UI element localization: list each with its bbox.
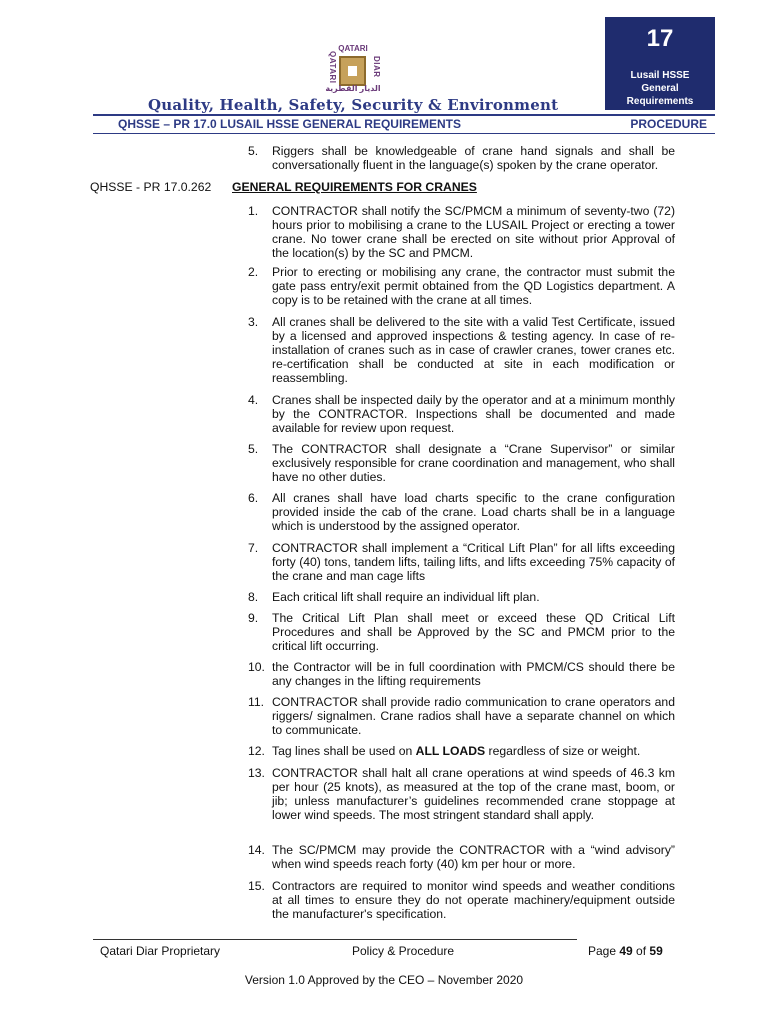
logo-right-text: DIAR [372,56,381,78]
list-item-number: 14. [248,843,265,857]
footer-proprietary: Qatari Diar Proprietary [100,944,221,958]
list-item-number: 12. [248,744,265,758]
list-item-number: 6. [248,491,259,505]
list-item-text: CONTRACTOR shall halt all crane operations at wind speeds of 46.3 km per hour (25 knots), as measured at the top of the crane mast, boom, or jib; unless manufacturer’s guidelines recommended crane stoppage at lower wind speeds. The most stringent standard shall apply. [272,766,675,822]
list-item-number: 13. [248,766,265,780]
section-title: GENERAL REQUIREMENTS FOR CRANES [232,180,477,194]
list-item [248,695,675,738]
list-item-number: 1. [248,204,259,218]
page-label: Page [588,944,620,958]
list-item-text: Prior to erecting or mobilising any crane, the contractor must submit the gate pass entry/exit permit obtained from the QD Logistics department. A copy is to be retained with the crane at all times. [272,265,675,307]
list-item-number: 9. [248,611,259,625]
header-divider [93,114,715,116]
list-item-text: Each critical lift shall require an individual lift plan. [272,590,540,604]
list-item [248,204,675,261]
list-item-text: Contractors are required to monitor wind speeds and weather conditions at all times to ensure they do not operate machinery/equipment outside the manufacturer's specification. [272,879,675,921]
document-band-title: Quality, Health, Safety, Security & Environment [148,96,559,114]
list-item [248,491,675,534]
list-item [248,393,675,436]
logo-arabic-text: الديار القطرية [325,84,381,93]
list-item-text: All cranes shall be delivered to the site with a valid Test Certificate, issued by a licensed and approved inspections & testing agency. In case of re-installation of cranes such as in case of crawler cranes, tower cranes etc. re-certification shall be conducted at site in each modification or reassembling. [272,315,675,385]
logo-left-text: QATARI [328,50,337,84]
list-item-number: 5. [248,442,259,456]
page-current: 49 [619,944,633,958]
list-item-text: The CONTRACTOR shall designate a “Crane Supervisor” or similar exclusively responsible for crane coordination and management, who shall have no other duties. [272,442,675,484]
list-item-text: CONTRACTOR shall implement a “Critical Lift Plan” for all lifts exceeding forty (40) tons, tandem lifts, tailing lifts, and lifts exceeding 75% capacity of the crane and man cage lifts [272,541,675,583]
section-tag-line-1: Lusail HSSE [630,70,690,81]
list-item-number: 2. [248,265,259,279]
list-item-number: 5. [248,144,259,158]
footer-divider [93,939,577,940]
list-item-number: 8. [248,590,259,604]
list-item [248,541,675,584]
list-item [248,315,675,386]
section-tag-line-2: General [641,83,679,94]
list-item [248,442,675,485]
list-item-number: 15. [248,879,265,893]
list-item-number: 3. [248,315,259,329]
document-type: PROCEDURE [630,117,707,131]
page-number [588,944,663,958]
list-item [248,843,675,872]
list-item-text: Cranes shall be inspected daily by the operator and at a minimum monthly by the CONTRACTOR. Inspections shall be documented and made available for review upon request. [272,393,675,435]
page-total: 59 [649,944,663,958]
list-item-text: The Critical Lift Plan shall meet or exceed these QD Critical Lift Procedures and shall be Approved by the SC and PMCM prior to the critical lift occurring. [272,611,675,653]
list-item-number: 11. [248,695,265,709]
list-item [248,144,675,173]
section-tag [605,17,715,110]
list-item-text: the Contractor will be in full coordination with PMCM/CS should there be any changes in the lifting requirements [272,660,675,688]
list-item-number: 10. [248,660,265,674]
list-item-text: regardless of size or weight. [485,744,641,758]
list-item-number: 4. [248,393,259,407]
list-item [248,744,675,759]
footer-category: Policy & Procedure [352,944,455,958]
list-item-emphasis: ALL LOADS [415,744,486,758]
logo-emblem [339,56,366,86]
list-item-number: 7. [248,541,259,555]
list-item-text: The SC/PMCM may provide the CONTRACTOR with a “wind advisory” when wind speeds reach forty (40) km per hour or more. [272,843,675,871]
logo-top-text: QATARI [338,44,368,53]
list-item [248,265,675,308]
list-item-text: All cranes shall have load charts specific to the crane configuration provided inside the cab of the crane. Load charts shall be in a language which is understood by the assigned operator. [272,491,675,533]
document-id: QHSSE – PR 17.0 LUSAIL HSSE GENERAL REQUIREMENTS [118,117,461,131]
list-item [248,611,675,654]
list-item-text: Riggers shall be knowledgeable of crane hand signals and shall be conversationally fluent in the language(s) spoken by the crane operator. [272,144,675,172]
list-item-text: Tag lines shall be used on [272,744,416,758]
page-of: of [632,944,650,958]
section-tag-subtitle [605,69,715,108]
list-item [248,660,675,689]
footer-version: Version 1.0 Approved by the CEO – November 2020 [244,973,524,987]
section-tag-line-3: Requirements [626,96,694,107]
header-divider-bottom [93,133,715,134]
list-item [248,766,675,823]
section-tag-number: 17 [646,25,674,52]
list-item [248,590,675,605]
list-item-text: CONTRACTOR shall provide radio communication to crane operators and riggers/ signalmen. Crane radios shall have a separate channel on which to communicate. [272,695,675,737]
list-item [248,879,675,922]
section-code: QHSSE - PR 17.0.262 [90,180,212,194]
list-item-text: CONTRACTOR shall notify the SC/PMCM a minimum of seventy-two (72) hours prior to mobilising a crane to the LUSAIL Project or erecting a tower crane. No tower crane shall be erected on site without prior Approval of the location(s) by the SC and PMCM. [272,204,675,260]
qatari-diar-logo [320,44,390,92]
